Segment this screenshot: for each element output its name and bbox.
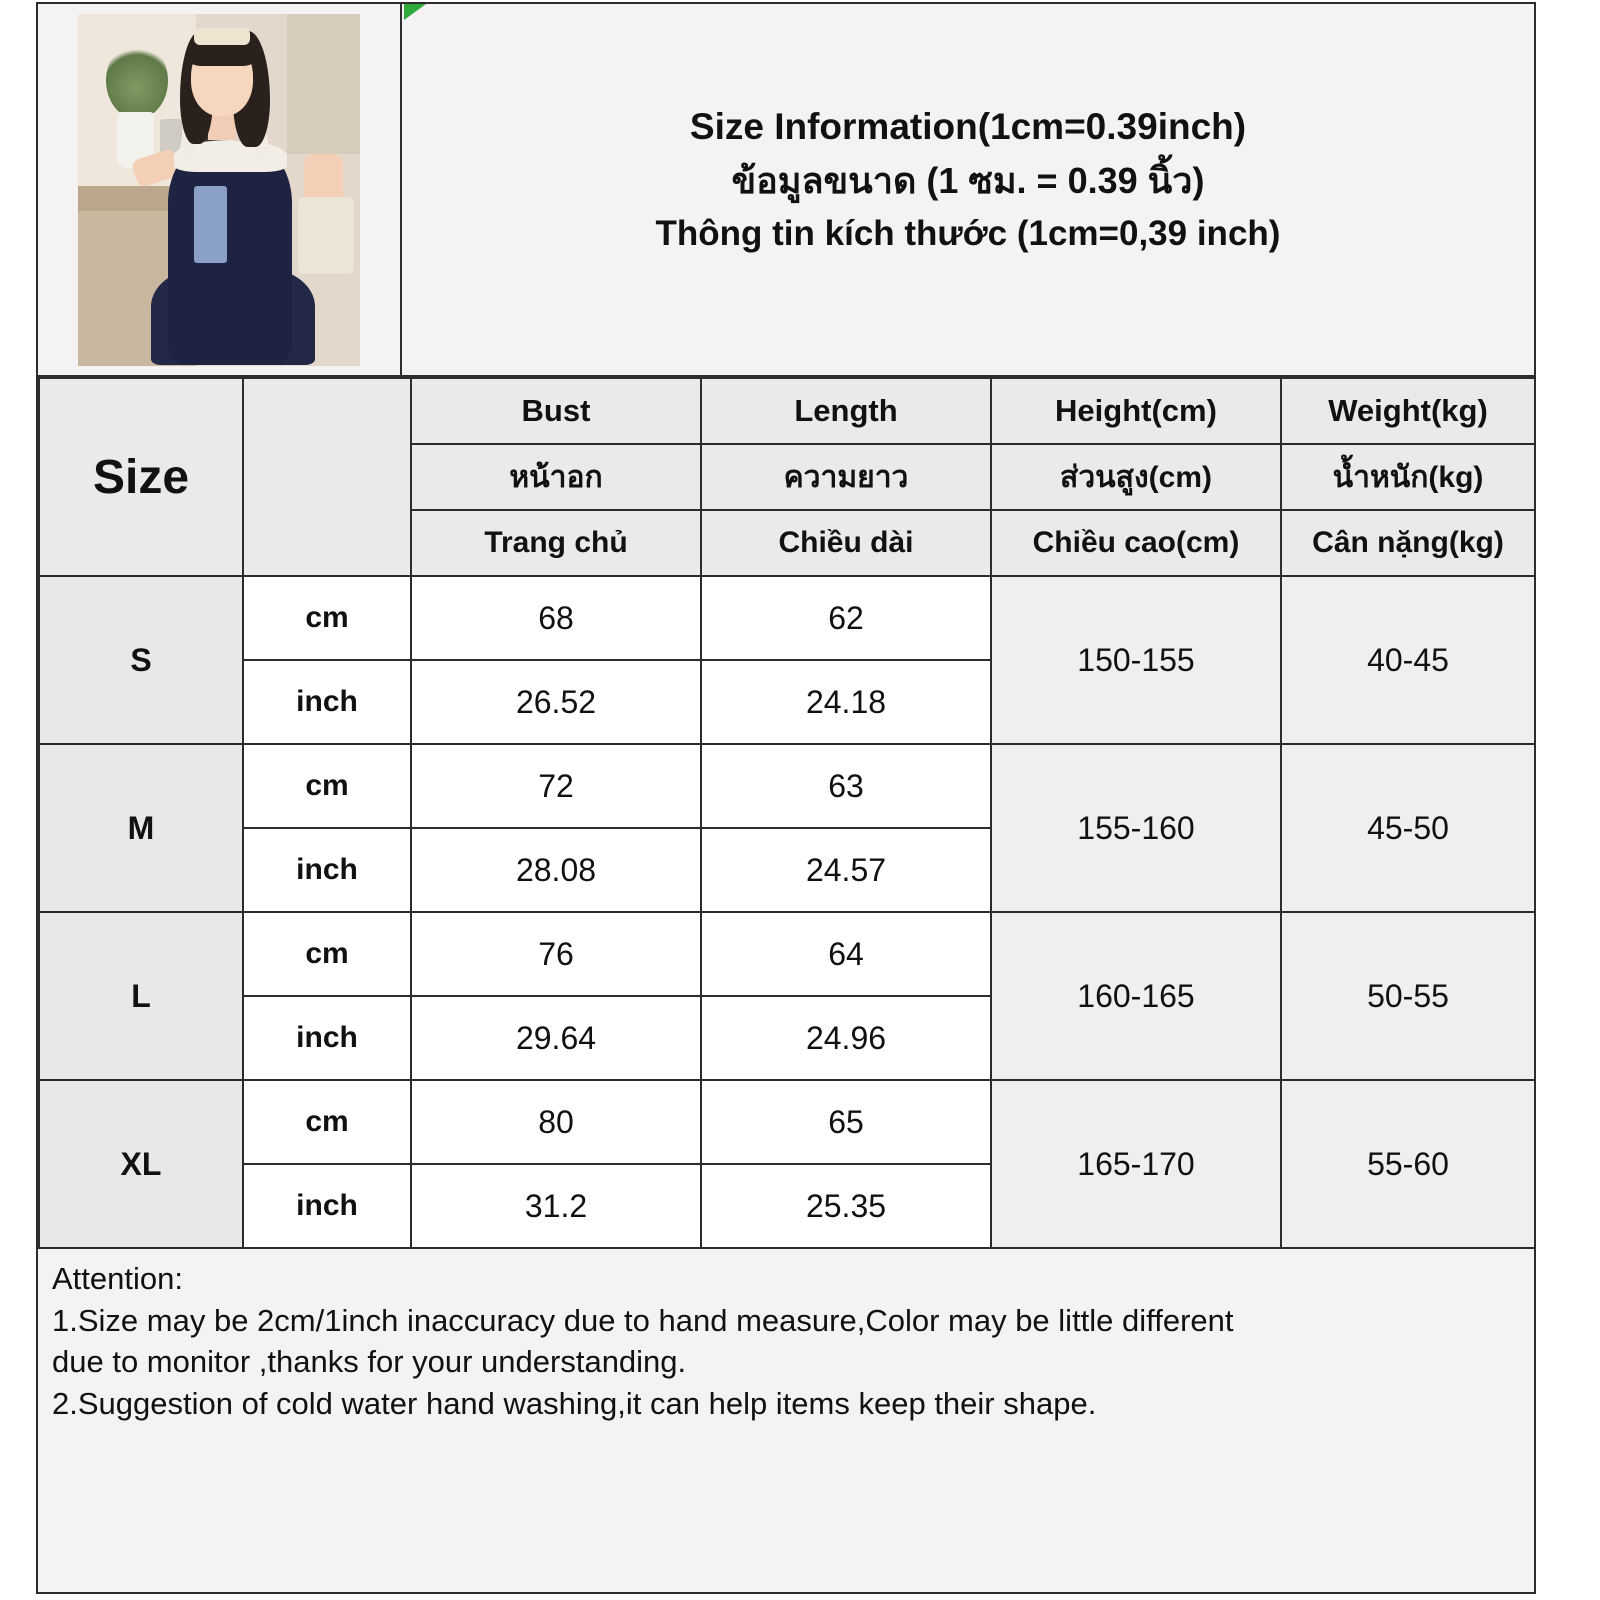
col-bust-vi: Trang chủ: [411, 510, 701, 576]
cell-weight: 50-55: [1281, 912, 1535, 1080]
table-header-row-en: [39, 378, 1535, 444]
table-row: [39, 912, 1535, 996]
row-size-label: S: [39, 576, 243, 744]
row-unit-cm: cm: [243, 912, 411, 996]
size-table: [38, 377, 1536, 1249]
cell-height: 150-155: [991, 576, 1281, 744]
cell-length-cm: 64: [701, 912, 991, 996]
cell-bust-cm: 80: [411, 1080, 701, 1164]
cell-length-cm: 62: [701, 576, 991, 660]
row-unit-inch: inch: [243, 996, 411, 1080]
attention-line-2: due to monitor ,thanks for your understanding.: [52, 1344, 687, 1380]
col-height-en: Height(cm): [991, 378, 1281, 444]
size-chart-frame: [36, 2, 1536, 1594]
row-size-label: L: [39, 912, 243, 1080]
col-length-vi: Chiều dài: [701, 510, 991, 576]
table-row: [39, 576, 1535, 660]
col-weight-vi: Cân nặng(kg): [1281, 510, 1535, 576]
cell-bust-cm: 72: [411, 744, 701, 828]
row-size-label: XL: [39, 1080, 243, 1248]
row-unit-cm: cm: [243, 576, 411, 660]
cell-bust-inch: 28.08: [411, 828, 701, 912]
cell-height: 155-160: [991, 744, 1281, 912]
title-line-th: ข้อมูลขนาด (1 ซม. = 0.39 นิ้ว): [731, 160, 1205, 201]
col-length-th: ความยาว: [701, 444, 991, 510]
cell-weight: 40-45: [1281, 576, 1535, 744]
table-row: [39, 1080, 1535, 1164]
col-length-en: Length: [701, 378, 991, 444]
attention-block: [38, 1249, 1534, 1424]
cell-length-inch: 24.18: [701, 660, 991, 744]
cell-bust-cm: 76: [411, 912, 701, 996]
cell-weight: 45-50: [1281, 744, 1535, 912]
row-unit-cm: cm: [243, 744, 411, 828]
table-row: [39, 744, 1535, 828]
row-unit-inch: inch: [243, 660, 411, 744]
cell-bust-inch: 31.2: [411, 1164, 701, 1248]
row-unit-inch: inch: [243, 828, 411, 912]
cell-weight: 55-60: [1281, 1080, 1535, 1248]
header-row: [38, 4, 1534, 377]
row-unit-inch: inch: [243, 1164, 411, 1248]
col-weight-th: น้ำหนัก(kg): [1281, 444, 1535, 510]
cell-length-cm: 65: [701, 1080, 991, 1164]
cell-bust-cm: 68: [411, 576, 701, 660]
col-height-vi: Chiều cao(cm): [991, 510, 1281, 576]
product-photo-cell: [38, 4, 402, 375]
cell-length-cm: 63: [701, 744, 991, 828]
cell-bust-inch: 26.52: [411, 660, 701, 744]
row-size-label: M: [39, 744, 243, 912]
size-header-cell: Size: [39, 378, 243, 576]
unit-header-cell: [243, 378, 411, 576]
cell-length-inch: 25.35: [701, 1164, 991, 1248]
product-photo: [78, 14, 360, 366]
cell-height: 165-170: [991, 1080, 1281, 1248]
cell-bust-inch: 29.64: [411, 996, 701, 1080]
col-height-th: ส่วนสูง(cm): [991, 444, 1281, 510]
col-weight-en: Weight(kg): [1281, 378, 1535, 444]
cell-length-inch: 24.96: [701, 996, 991, 1080]
col-bust-en: Bust: [411, 378, 701, 444]
cell-height: 160-165: [991, 912, 1281, 1080]
attention-line-3: 2.Suggestion of cold water hand washing,it can help items keep their shape.: [52, 1386, 1097, 1422]
attention-heading: Attention:: [52, 1261, 183, 1296]
row-unit-cm: cm: [243, 1080, 411, 1164]
attention-line-1: 1.Size may be 2cm/1inch inaccuracy due to hand measure,Color may be little different: [52, 1302, 1234, 1338]
title-line-vi: Thông tin kích thước (1cm=0,39 inch): [655, 214, 1281, 253]
col-bust-th: หน้าอก: [411, 444, 701, 510]
title-line-en: Size Information(1cm=0.39inch): [689, 105, 1247, 147]
title-block: [402, 4, 1534, 375]
cell-length-inch: 24.57: [701, 828, 991, 912]
